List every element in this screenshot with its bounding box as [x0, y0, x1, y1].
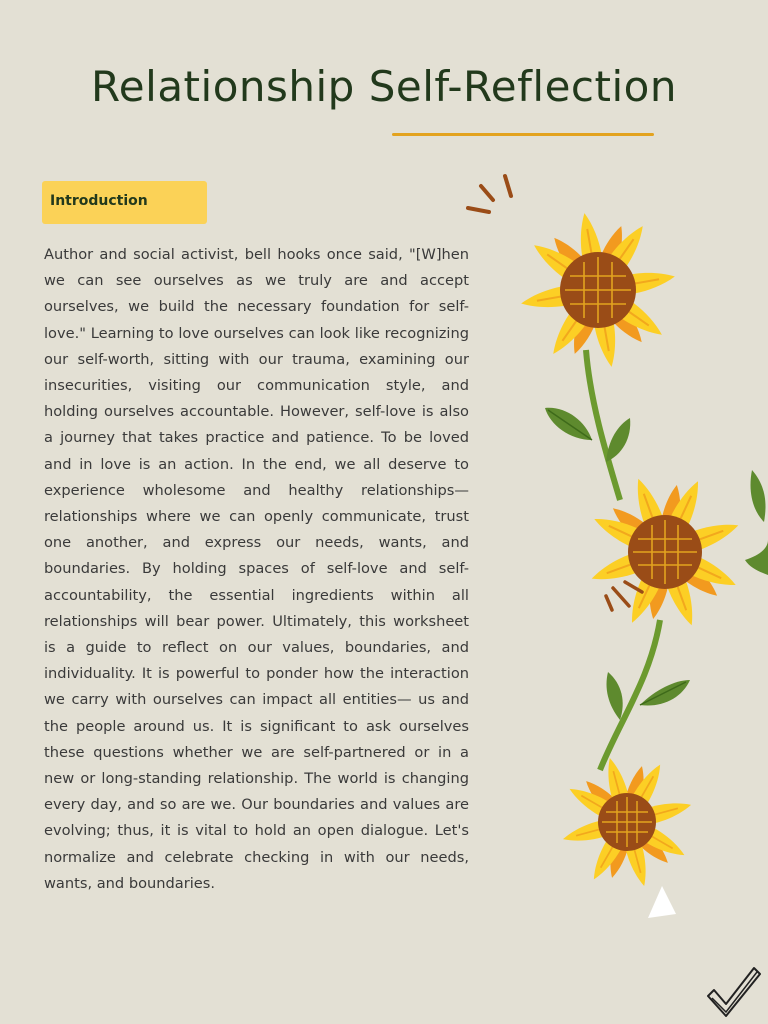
checkmark-icon: [702, 962, 762, 1020]
leaf: [640, 680, 690, 706]
sunflower: [519, 211, 676, 368]
leaf: [607, 672, 623, 720]
section-label: Introduction: [50, 193, 148, 209]
leaf: [745, 540, 768, 575]
sun-rays-icon: [468, 176, 511, 212]
leaf: [606, 418, 630, 462]
stem: [586, 350, 620, 500]
leaf: [545, 408, 592, 440]
page-title: Relationship Self-Reflection: [91, 62, 677, 111]
leaf: [751, 470, 766, 522]
title-underline: [392, 133, 654, 136]
sunflower: [561, 756, 693, 888]
section-badge: [42, 181, 207, 224]
paper-corner: [648, 886, 676, 918]
intro-paragraph: Author and social activist, bell hooks once said, "[W]hen we can see ourselves as we truly are and accept ourselves, we build the necessary foundation for self-love." Learning to love ourselves can look like recognizing our self-worth, sitting with our trauma, examining our insecurities, visiting our communication style, and holding ourselves accountable. However, self-love is also a journey that takes practice and patience. To be loved and in love is an action. In the end, we all deserve to experience wholesome and healthy relationships— relationships where we can openly communicate, trust one another, and express our needs, wants, and boundaries. By holding spaces of self-love and self-accountability, the essential ingredients within all relationships will bear power. Ultimately, this worksheet is a guide to reflect on our values, boundaries, and individuality. It is powerful to ponder how the interaction we carry with ourselves can impact all entities— us and the people around us. It is significant to ask ourselves these questions whether we are self-partnered or in a new or long-standing relationship. The world is changing every day, and so are we. Our boundaries and values are evolving; thus, it is vital to hold an open dialogue. Let's normalize and celebrate checking in with our needs, wants, and boundaries.: [44, 246, 469, 892]
sunflower-illustration: [440, 165, 768, 925]
